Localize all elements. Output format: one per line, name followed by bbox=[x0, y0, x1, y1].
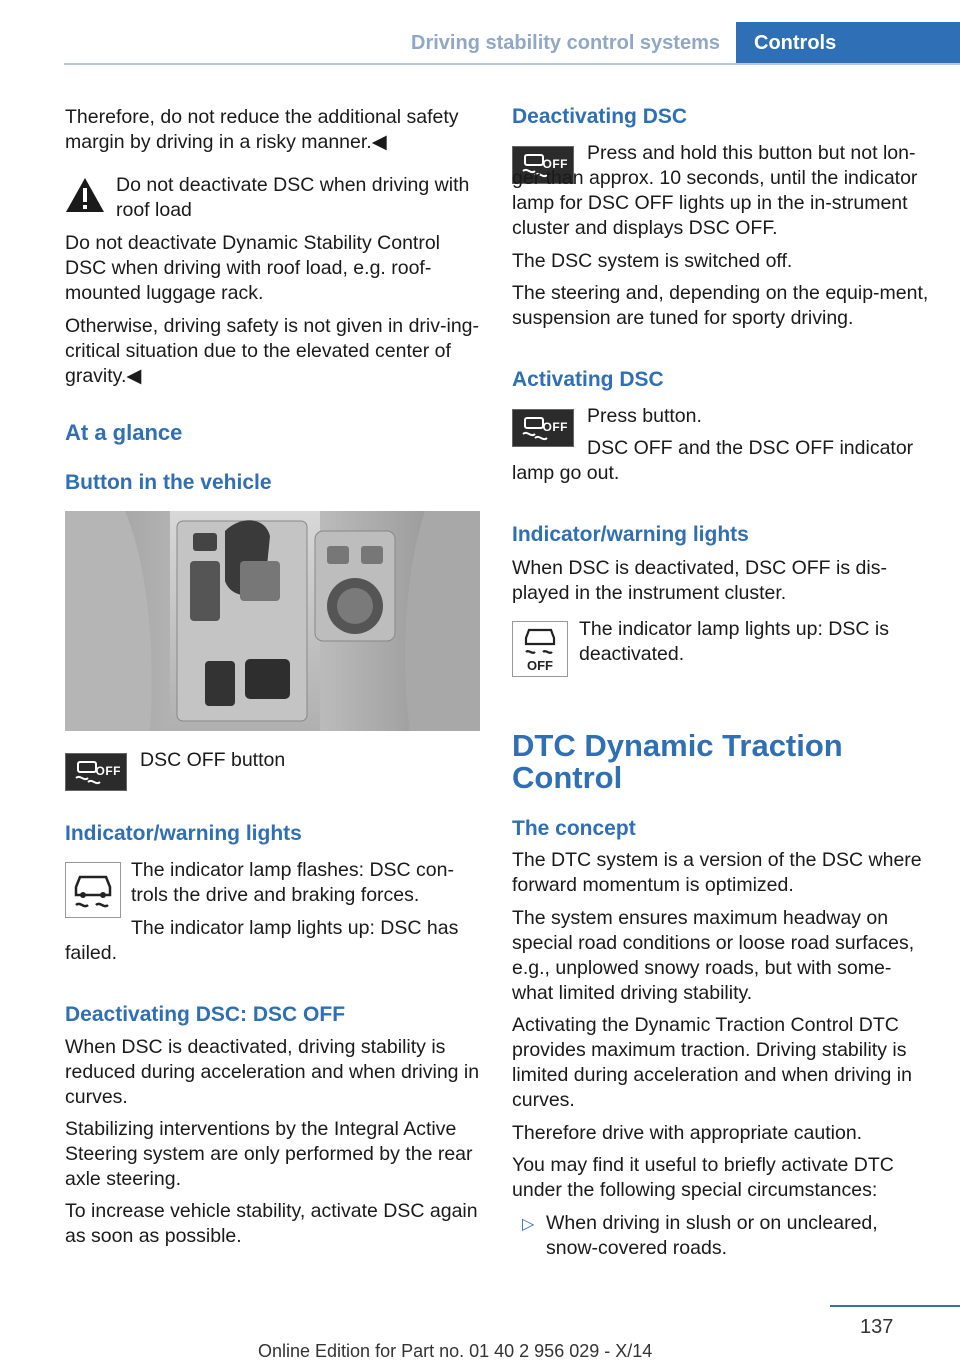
heading-activating-dsc: Activating DSC bbox=[512, 368, 664, 391]
paragraph-activating-dtc: Activating the Dynamic Traction Control DTC provides maximum traction. Driving stability is limited during acceleration and when driving in curves. bbox=[512, 1014, 912, 1111]
paragraph-press-hold: Press and hold this button but not lon-ger than approx. 10 seconds, until the indicator lamp for DSC OFF lights up in the in-strument cluster and displays DSC OFF. bbox=[512, 142, 918, 239]
dsc-off-indicator-icon bbox=[512, 621, 568, 677]
warning-triangle-icon bbox=[65, 177, 105, 213]
dsc-indicator-icon bbox=[65, 862, 121, 918]
warning-title: Do not deactivate DSC when driving with roof load bbox=[116, 174, 470, 221]
heading-at-a-glance: At a glance bbox=[65, 420, 183, 445]
paragraph-press: Press button. bbox=[587, 405, 702, 427]
indicator-lights-text: The indicator lamp lights up: DSC has failed. bbox=[65, 917, 459, 964]
heading-indicator-lights-right: Indicator/warning lights bbox=[512, 523, 749, 546]
off-label: OFF bbox=[542, 157, 568, 171]
paragraph-therefore: Therefore, do not reduce the additional safety margin by driving in a risky manner.◀ bbox=[65, 106, 459, 153]
off-label: OFF bbox=[95, 764, 121, 778]
running-header-tab: Controls bbox=[736, 22, 960, 64]
dsc-off-button-icon bbox=[65, 753, 127, 791]
heading-dtc: DTC Dynamic Traction Control bbox=[512, 728, 843, 795]
off-label: OFF bbox=[542, 420, 568, 434]
paragraph-caution: Therefore drive with appropriate caution. bbox=[512, 1122, 863, 1144]
paragraph-lamp-lights-up: The indicator lamp lights up: DSC is deactivated. bbox=[579, 618, 889, 665]
paragraph-go-out: DSC OFF and the DSC OFF indicator lamp go out. bbox=[512, 437, 914, 484]
paragraph-deact-1: When DSC is deactivated, driving stability is reduced during acceleration and when driving in curves. bbox=[65, 1036, 480, 1108]
footer-edition: Online Edition for Part no. 01 40 2 956 029 - X/14 bbox=[258, 1341, 653, 1361]
paragraph-when-deactivated: When DSC is deactivated, DSC OFF is dis-played in the instrument cluster. bbox=[512, 557, 887, 604]
running-header-section: Driving stability control systems bbox=[411, 32, 720, 54]
paragraph-deact-2: Stabilizing interventions by the Integral Active Steering system are only performed by the rear axle steering. bbox=[65, 1118, 473, 1190]
paragraph-steering: The steering and, depending on the equip-ment, suspension are tuned for sporty driving. bbox=[512, 282, 929, 329]
center-console-photo bbox=[65, 511, 480, 731]
list-item-text: When driving in slush or on uncleared, snow-covered roads. bbox=[546, 1212, 878, 1259]
indicator-flashes-text: The indicator lamp flashes: DSC con-trols the drive and braking forces. bbox=[131, 859, 454, 906]
page-number: 137 bbox=[860, 1316, 894, 1338]
footer-rule bbox=[830, 1305, 960, 1307]
heading-button-in-vehicle: Button in the vehicle bbox=[65, 471, 272, 494]
paragraph-ensures: The system ensures maximum headway on special road conditions or loose road surfaces, e.g., unplowed snowy roads, but with some-what limited driving stability. bbox=[512, 907, 915, 1004]
button-caption: DSC OFF button bbox=[140, 749, 286, 771]
triangle-bullet-icon: ▷ bbox=[522, 1216, 535, 1233]
paragraph-switched-off: The DSC system is switched off. bbox=[512, 250, 793, 272]
paragraph-useful: You may find it useful to briefly activate DTC under the following special circumstances: bbox=[512, 1154, 894, 1201]
paragraph-otherwise: Otherwise, driving safety is not given in driv-ing-critical situation due to the elevated center of gravity.◀ bbox=[65, 315, 480, 387]
paragraph-deact-3: To increase vehicle stability, activate DSC again as soon as possible. bbox=[65, 1200, 478, 1247]
header-rule bbox=[64, 63, 960, 65]
heading-deactivating-dsc: Deactivating DSC bbox=[512, 105, 688, 128]
svg-text:OFF: OFF bbox=[527, 658, 553, 673]
paragraph-concept: The DTC system is a version of the DSC where forward momentum is optimized. bbox=[512, 849, 922, 896]
heading-deactivating-dsc-off: Deactivating DSC: DSC OFF bbox=[65, 1003, 346, 1026]
heading-the-concept: The concept bbox=[512, 817, 636, 840]
heading-indicator-lights: Indicator/warning lights bbox=[65, 822, 302, 845]
paragraph-roof-load: Do not deactivate Dynamic Stability Control DSC when driving with roof load, e.g. roof-mounted luggage rack. bbox=[65, 232, 441, 304]
